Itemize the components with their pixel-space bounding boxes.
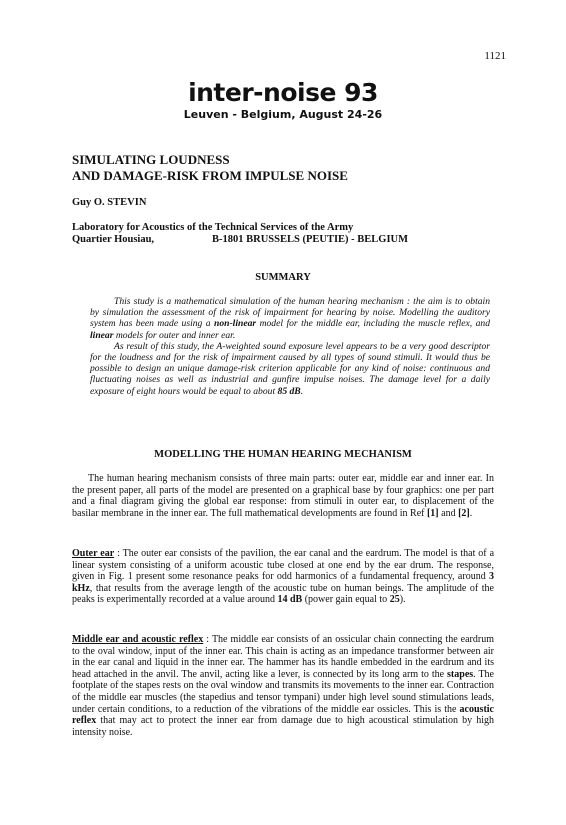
reference-2: [2] (458, 507, 470, 519)
paper-title (72, 152, 348, 184)
paper-author: Guy O. STEVIN (72, 197, 147, 208)
affiliation-line1: Laboratory for Acoustics of the Technical Services of the Army (72, 222, 354, 233)
section-heading: MODELLING THE HUMAN HEARING MECHANISM (154, 449, 412, 460)
conference-location-date: Leuven - Belgium, August 24-26 (183, 108, 383, 121)
summary-abstract (90, 296, 490, 397)
outer-ear-paragraph: Outer ear : The outer ear consists of the pavilion, the ear canal and the eardrum. The model is that of a linear system consisting of a uniform acoustic tube closed at one end by the ear drum. The response, given in Fig. 1 present some resonance peaks for odd harmonics of a fundamental frequency, around 3 kHz, that results from the average length of the acoustic tube on human beings. The amplitude of the peaks is experimentally recorded at a value around 14 dB (power gain equal to 25). (72, 548, 495, 606)
abstract-paragraph-1: This study is a mathematical simulation of the human hearing mechanism : the aim is to obtain by simulation the assessment of the risk of impairment for hearing by noise. Modelling the auditory system has been made using a non-linear model for the middle ear, including the muscle reflex, and linear models for outer and inner ear. (90, 296, 490, 341)
paper-title-line1: SIMULATING LOUDNESS (72, 152, 230, 167)
middle-ear-paragraph: Middle ear and acoustic reflex : The middle ear consists of an ossicular chain connecting the eardrum to the oval window, input of the inner ear. This chain is acting as an impedance transformer between air in the ear canal and liquid in the inner ear. The hammer has its handle embedded in the eardrum and its head attached in the anvil. The anvil, acting like a lever, is connected by its long arm to the stapes. The footplate of the stapes rests on the oval window and transmits its movements to the inner ear. Contraction of the middle ear muscles (the stapedius and tensor tympani) under high level sound stimulations leads, under certain conditions, to a reduction of the vibrations of the middle ear ossicles. This is the acoustic reflex that may act to protect the inner ear from damage due to high acoustical stimulation by high intensity noise. (72, 634, 494, 738)
summary-heading: SUMMARY (255, 272, 311, 283)
middle-ear-label: Middle ear and acoustic reflex (72, 634, 204, 645)
paper-title-line2: AND DAMAGE-RISK FROM IMPULSE NOISE (72, 168, 348, 183)
section-intro-paragraph: The human hearing mechanism consists of three main parts: outer ear, middle ear and inner ear. In the present paper, all parts of the model are presented on a graphical base by four graphics: one per part and a final diagram giving the global ear response: from stimuli in outer ear, to displacement of the basilar membrane in the inner ear. The full mathematical developments are found in Ref [1] and [2]. (72, 473, 494, 519)
reference-1: [1] (426, 507, 439, 519)
page-number: 1121 (484, 50, 506, 62)
outer-ear-label: Outer ear (72, 548, 115, 559)
affiliation-line2-left: Quartier Housiau, (72, 234, 155, 245)
conference-logo: inter-noise 93 (188, 78, 378, 107)
abstract-paragraph-2: As result of this study, the A-weighted sound exposure level appears to be a very good descriptor for the loudness and for the risk of impairment caused by all types of sound stimuli. It would thus be possible to design an unique damage-risk criterion applicable for any kind of noise: continuous and fluctuating noises as well as industrial and gunfire impulse noises. The damage level for a daily exposure of eight hours would be equal to about 85 dB. (90, 340, 490, 397)
affiliation-line2-right: B-1801 BRUSSELS (PEUTIE) - BELGIUM (212, 234, 409, 245)
author-affiliation (72, 222, 409, 246)
